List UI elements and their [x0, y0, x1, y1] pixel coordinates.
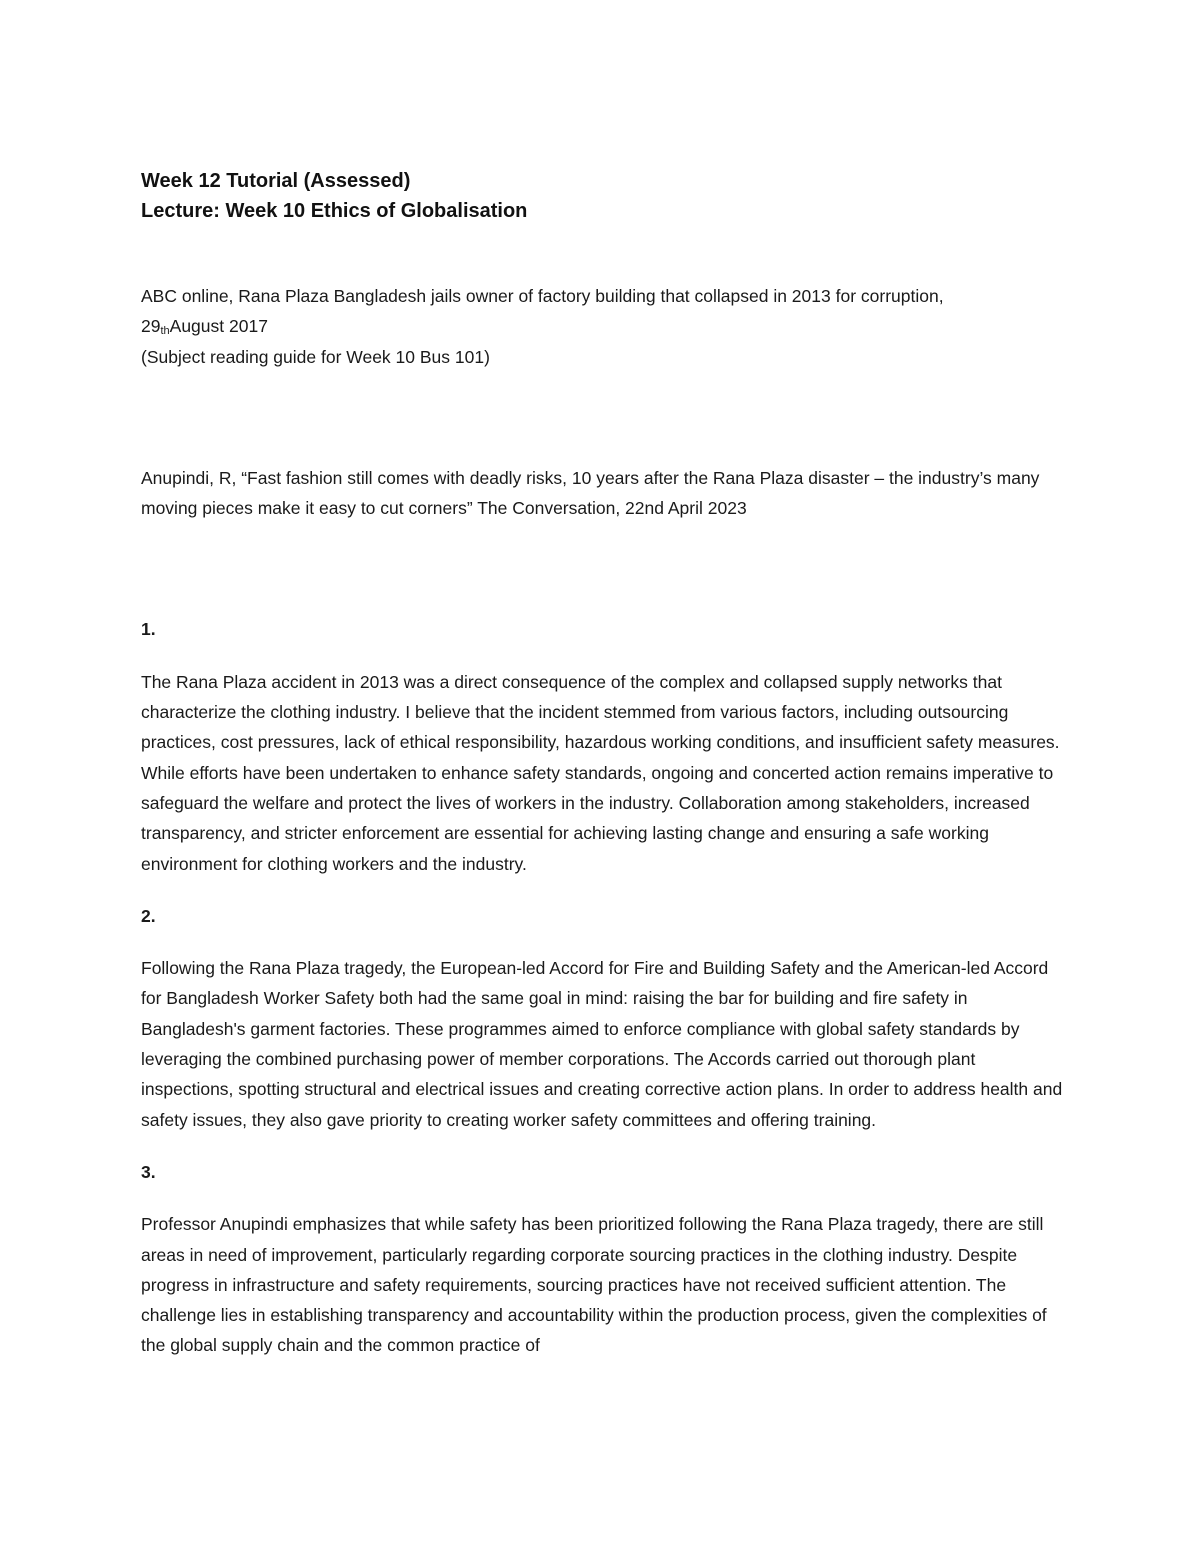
reference-abc: [141, 281, 1071, 372]
date-rest: August 2017: [169, 316, 268, 337]
reference-abc-date: [141, 311, 1071, 341]
question-number: 3.: [141, 1161, 156, 1182]
reference-abc-note: (Subject reading guide for Week 10 Bus 101): [141, 346, 490, 367]
reference-abc-text: ABC online, Rana Plaza Bangladesh jails owner of factory building that collapsed in 2013 for corruption,: [141, 286, 944, 306]
date-ordinal: th: [160, 325, 170, 338]
tutorial-title: Week 12 Tutorial (Assessed): [141, 170, 411, 192]
reference-conversation: Anupindi, R, “Fast fashion still comes with deadly risks, 10 years after the Rana Plaza disaster – the industry’s many moving pieces make it easy to cut corners” The Conversation, 22nd April 2023: [141, 467, 1040, 519]
document-body: [141, 166, 1071, 1361]
answer-text: Professor Anupindi emphasizes that while safety has been prioritized following the Rana Plaza tragedy, there are still areas in need of improvement, particularly regarding corporate sourcing practices in the clothing industry. Despite progress in infrastructure and safety requirements, sourcing practices have not received sufficient attention. The challenge lies in establishing transparency and accountability within the production process, given the complexities of the global supply chain and the common practice of: [141, 1214, 1047, 1356]
question-2: [141, 901, 1071, 1135]
date-day: 29: [141, 316, 161, 337]
answer-text: The Rana Plaza accident in 2013 was a direct consequence of the complex and collapsed supply networks that characterize the clothing industry. I believe that the incident stemmed from various factors, including outsourcing practices, cost pressures, lack of ethical responsibility, hazardous working conditions, and insufficient safety measures. While efforts have been undertaken to enhance safety standards, ongoing and concerted action remains imperative to safeguard the welfare and protect the lives of workers in the industry. Collaboration among stakeholders, increased transparency, and stricter enforcement are essential for achieving lasting change and ensuring a safe working environment for clothing workers and the industry.: [141, 671, 1060, 874]
question-1: [141, 614, 1071, 878]
question-3: [141, 1157, 1071, 1361]
question-number: 2.: [141, 905, 156, 926]
lecture-title: Lecture: Week 10 Ethics of Globalisation: [141, 200, 528, 222]
question-number: 1.: [141, 619, 156, 640]
answer-text: Following the Rana Plaza tragedy, the European-led Accord for Fire and Building Safety and the American-led Accord for Bangladesh Worker Safety both had the same goal in mind: raising the bar for building and fire safety in Bangladesh's garment factories. These programmes aimed to enforce compliance with global safety standards by leveraging the combined purchasing power of member corporations. The Accords carried out thorough plant inspections, spotting structural and electrical issues and creating corrective action plans. In order to address health and safety issues, they also gave priority to creating worker safety committees and offering training.: [141, 958, 1063, 1130]
